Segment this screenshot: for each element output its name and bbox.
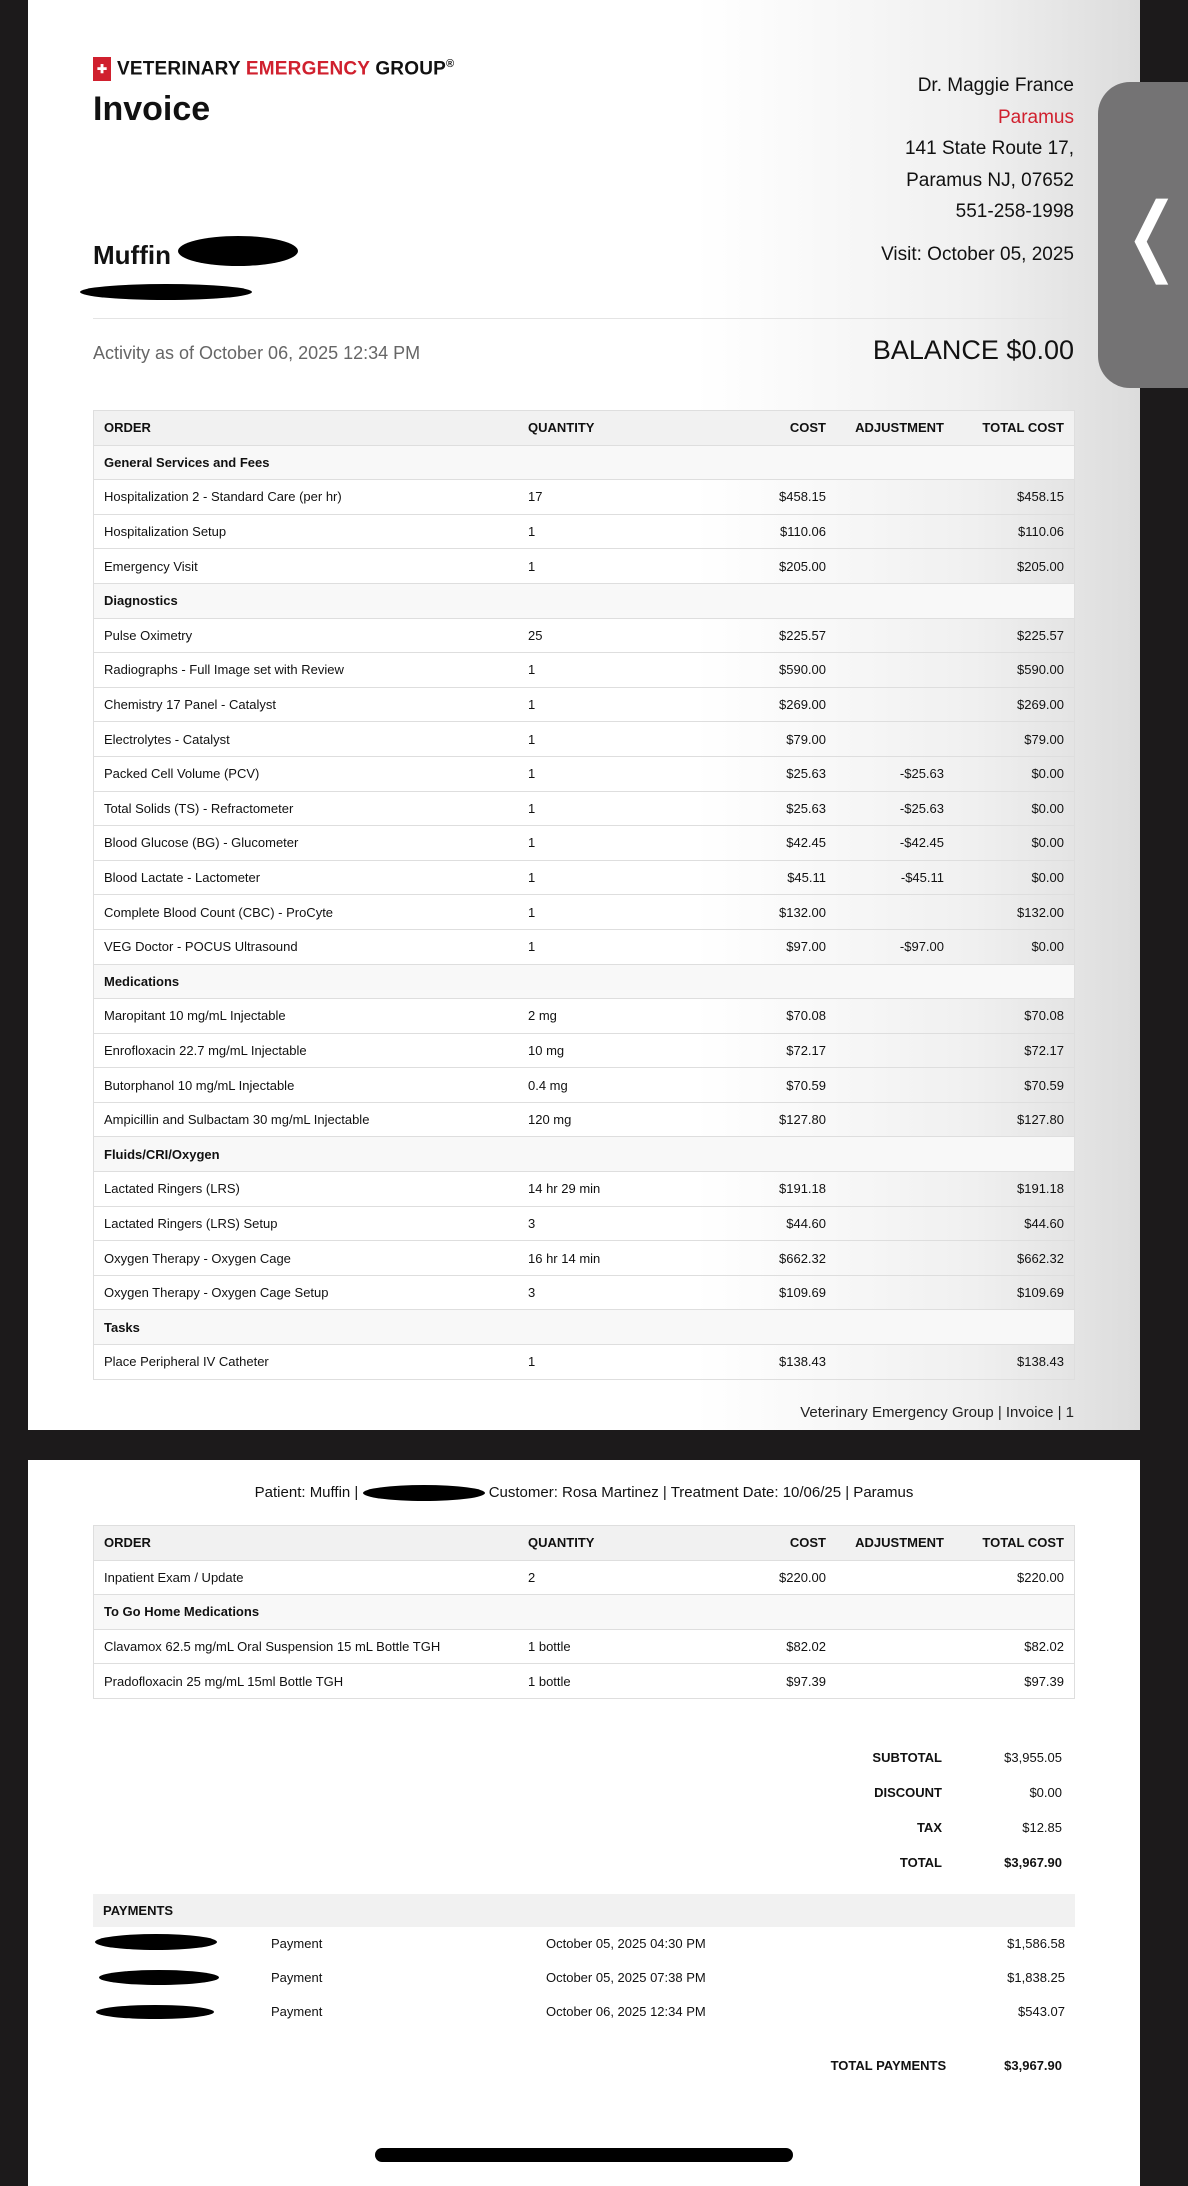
total-cost-cell: $590.00 [954, 653, 1075, 688]
col-total-header: TOTAL COST [954, 411, 1075, 446]
visit-date: Visit: October 05, 2025 [881, 244, 1074, 265]
table-row [94, 722, 1075, 757]
order-cell: Oxygen Therapy - Oxygen Cage Setup [94, 1275, 519, 1310]
cost-cell: $191.18 [738, 1172, 836, 1207]
total-cost-cell: $127.80 [954, 1102, 1075, 1137]
cost-cell: $662.32 [738, 1241, 836, 1276]
invoice-page-1 [28, 0, 1140, 1430]
cost-cell: $109.69 [738, 1275, 836, 1310]
section-row [94, 1137, 1075, 1172]
quantity-cell: 16 hr 14 min [518, 1241, 738, 1276]
order-cell: Maropitant 10 mg/mL Injectable [94, 999, 519, 1034]
total-payments-value: $3,967.90 [1004, 2058, 1062, 2073]
page-title: Invoice [93, 90, 211, 128]
payment-amount: $1,838.25 [1007, 1970, 1065, 1985]
logo-word-3: GROUP [375, 58, 446, 80]
table-header-row [94, 411, 1075, 446]
cost-cell: $70.59 [738, 1068, 836, 1103]
table-row [94, 1345, 1075, 1380]
quantity-cell: 25 [518, 618, 738, 653]
quantity-cell: 1 [518, 756, 738, 791]
subtotal-label: SUBTOTAL [872, 1750, 942, 1765]
quantity-cell: 1 [518, 895, 738, 930]
logo-word-1: VETERINARY [117, 58, 241, 80]
quantity-cell: 1 [518, 722, 738, 757]
adjustment-cell [836, 1033, 954, 1068]
order-cell: Electrolytes - Catalyst [94, 722, 519, 757]
total-cost-cell: $0.00 [954, 929, 1075, 964]
total-cost-cell: $70.59 [954, 1068, 1075, 1103]
order-cell: Pulse Oximetry [94, 618, 519, 653]
section-row [94, 1595, 1075, 1630]
total-cost-cell: $79.00 [954, 722, 1075, 757]
payment-type: Payment [271, 2004, 323, 2019]
chevron-left-icon: ❬ [1116, 187, 1188, 283]
side-panel-tab[interactable] [1098, 82, 1188, 388]
col-cost-header: COST [738, 411, 836, 446]
redaction-mark [80, 284, 252, 300]
adjustment-cell: -$42.45 [836, 826, 954, 861]
invoice-page-2 [28, 1460, 1140, 2186]
quantity-cell: 1 [518, 1345, 738, 1380]
section-label: Medications [94, 964, 1075, 999]
clinic-info [905, 70, 1074, 228]
total-cost-cell: $44.60 [954, 1206, 1075, 1241]
adjustment-cell [836, 999, 954, 1034]
total-value: $3,967.90 [1004, 1855, 1062, 1870]
adjustment-cell [836, 722, 954, 757]
table-row [94, 1560, 1075, 1595]
quantity-cell: 1 bottle [518, 1629, 738, 1664]
cost-cell: $458.15 [738, 480, 836, 515]
order-cell: Lactated Ringers (LRS) Setup [94, 1206, 519, 1241]
total-cost-cell: $0.00 [954, 860, 1075, 895]
total-label: TOTAL [899, 1855, 942, 1870]
section-label: Fluids/CRI/Oxygen [94, 1137, 1075, 1172]
quantity-cell: 1 [518, 549, 738, 584]
table-row [94, 1664, 1075, 1699]
payment-row [93, 1961, 1075, 1995]
total-cost-cell: $110.06 [954, 514, 1075, 549]
order-cell: Enrofloxacin 22.7 mg/mL Injectable [94, 1033, 519, 1068]
col-order-header: ORDER [94, 411, 519, 446]
quantity-cell: 1 [518, 860, 738, 895]
quantity-cell: 1 [518, 826, 738, 861]
quantity-cell: 1 [518, 687, 738, 722]
order-cell: Chemistry 17 Panel - Catalyst [94, 687, 519, 722]
section-row [94, 583, 1075, 618]
total-cost-cell: $225.57 [954, 618, 1075, 653]
order-cell: Packed Cell Volume (PCV) [94, 756, 519, 791]
table-row [94, 999, 1075, 1034]
total-cost-cell: $109.69 [954, 1275, 1075, 1310]
table-row [94, 860, 1075, 895]
table-row [94, 1068, 1075, 1103]
subtotal-value: $3,955.05 [1004, 1750, 1062, 1765]
adjustment-cell [836, 1241, 954, 1276]
cost-cell: $269.00 [738, 687, 836, 722]
clinic-address-1: 141 State Route 17, [904, 138, 1074, 159]
doctor-name: Dr. Maggie France [917, 75, 1074, 96]
table-row [94, 653, 1075, 688]
payment-date: October 05, 2025 07:38 PM [546, 1970, 706, 1985]
quantity-cell: 10 mg [518, 1033, 738, 1068]
table-row [94, 1275, 1075, 1310]
patient-summary-line [28, 1484, 1140, 1501]
activity-timestamp: Activity as of October 06, 2025 12:34 PM [93, 343, 421, 363]
section-label: Diagnostics [94, 583, 1075, 618]
quantity-cell: 3 [518, 1275, 738, 1310]
quantity-cell: 14 hr 29 min [518, 1172, 738, 1207]
cost-cell: $42.45 [738, 826, 836, 861]
total-cost-cell: $220.00 [954, 1560, 1075, 1595]
adjustment-cell [836, 1560, 954, 1595]
order-cell: Radiographs - Full Image set with Review [94, 653, 519, 688]
patient-line-suffix: Customer: Rosa Martinez | Treatment Date: 10/06/25 | Paramus [488, 1484, 914, 1501]
invoice-table-continued [93, 1525, 1075, 1699]
payment-amount: $543.07 [1018, 2004, 1065, 2019]
tax-row [822, 1810, 1074, 1845]
section-row [94, 1310, 1075, 1345]
total-cost-cell: $269.00 [954, 687, 1075, 722]
quantity-cell: 1 [518, 791, 738, 826]
adjustment-cell: -$25.63 [836, 791, 954, 826]
total-cost-cell: $458.15 [954, 480, 1075, 515]
section-label: Tasks [94, 1310, 1075, 1345]
redaction-mark [178, 236, 298, 266]
table-row [94, 480, 1075, 515]
redaction-mark [99, 1970, 219, 1985]
table-row [94, 826, 1075, 861]
adjustment-cell [836, 480, 954, 515]
table-row [94, 514, 1075, 549]
discount-label: DISCOUNT [874, 1785, 942, 1800]
balance-amount: BALANCE $0.00 [872, 335, 1074, 365]
order-cell: Oxygen Therapy - Oxygen Cage [94, 1241, 519, 1276]
cost-cell: $590.00 [738, 653, 836, 688]
order-cell: Complete Blood Count (CBC) - ProCyte [94, 895, 519, 930]
quantity-cell: 1 [518, 653, 738, 688]
totals-block [822, 1740, 1074, 1880]
adjustment-cell [836, 514, 954, 549]
cost-cell: $132.00 [738, 895, 836, 930]
payment-amount: $1,586.58 [1007, 1936, 1065, 1951]
table-row [94, 687, 1075, 722]
payments-header: PAYMENTS [93, 1894, 1075, 1927]
payment-type: Payment [271, 1970, 323, 1985]
total-cost-cell: $82.02 [954, 1629, 1075, 1664]
col-cost-header: COST [738, 1526, 836, 1561]
total-cost-cell: $70.08 [954, 999, 1075, 1034]
cost-cell: $110.06 [738, 514, 836, 549]
patient-line-prefix: Patient: Muffin | [254, 1484, 359, 1501]
cost-cell: $220.00 [738, 1560, 836, 1595]
table-row [94, 1033, 1075, 1068]
table-row [94, 791, 1075, 826]
quantity-cell: 3 [518, 1206, 738, 1241]
home-indicator[interactable] [375, 2148, 793, 2162]
cost-cell: $44.60 [738, 1206, 836, 1241]
adjustment-cell: -$25.63 [836, 756, 954, 791]
total-cost-cell: $0.00 [954, 756, 1075, 791]
order-cell: Lactated Ringers (LRS) [94, 1172, 519, 1207]
cost-cell: $79.00 [738, 722, 836, 757]
discount-value: $0.00 [1029, 1785, 1062, 1800]
table-row [94, 1206, 1075, 1241]
payment-date: October 06, 2025 12:34 PM [546, 2004, 706, 2019]
logo-reg: ® [446, 57, 455, 70]
tax-label: TAX [916, 1820, 942, 1835]
invoice-table [93, 410, 1075, 1380]
cost-cell: $45.11 [738, 860, 836, 895]
adjustment-cell [836, 618, 954, 653]
order-cell: Place Peripheral IV Catheter [94, 1345, 519, 1380]
table-header-row [94, 1526, 1075, 1561]
discount-row [822, 1775, 1074, 1810]
subtotal-row [822, 1740, 1074, 1775]
table-row [94, 1241, 1075, 1276]
adjustment-cell [836, 1629, 954, 1664]
quantity-cell: 1 [518, 514, 738, 549]
order-cell: Pradofloxacin 25 mg/mL 15ml Bottle TGH [94, 1664, 519, 1699]
table-row [94, 618, 1075, 653]
quantity-cell: 2 mg [518, 999, 738, 1034]
cost-cell: $70.08 [738, 999, 836, 1034]
adjustment-cell: -$97.00 [836, 929, 954, 964]
adjustment-cell [836, 549, 954, 584]
adjustment-cell [836, 687, 954, 722]
section-row [94, 964, 1075, 999]
order-cell: VEG Doctor - POCUS Ultrasound [94, 929, 519, 964]
table-row [94, 549, 1075, 584]
redaction-mark [363, 1485, 485, 1501]
quantity-cell: 1 bottle [518, 1664, 738, 1699]
order-cell: Blood Glucose (BG) - Glucometer [94, 826, 519, 861]
total-cost-cell: $662.32 [954, 1241, 1075, 1276]
total-cost-cell: $132.00 [954, 895, 1075, 930]
table-row [94, 929, 1075, 964]
table-row [94, 1172, 1075, 1207]
adjustment-cell [836, 1102, 954, 1137]
order-cell: Inpatient Exam / Update [94, 1560, 519, 1595]
adjustment-cell [836, 1172, 954, 1207]
order-cell: Hospitalization Setup [94, 514, 519, 549]
adjustment-cell [836, 1345, 954, 1380]
clinic-location: Paramus [997, 106, 1074, 128]
total-payments-row [831, 2058, 1074, 2073]
table-row [94, 756, 1075, 791]
adjustment-cell [836, 895, 954, 930]
veg-logo-icon: ✚ [93, 57, 111, 81]
table-row [94, 1629, 1075, 1664]
total-cost-cell: $191.18 [954, 1172, 1075, 1207]
order-cell: Hospitalization 2 - Standard Care (per hr) [94, 480, 519, 515]
col-total-header: TOTAL COST [954, 1526, 1075, 1561]
cost-cell: $127.80 [738, 1102, 836, 1137]
table-row [94, 895, 1075, 930]
page-footer: Veterinary Emergency Group | Invoice | 1 [800, 1404, 1074, 1421]
cost-cell: $82.02 [738, 1629, 836, 1664]
cost-cell: $25.63 [738, 756, 836, 791]
veg-logo [93, 57, 454, 81]
section-row [94, 445, 1075, 480]
payment-row [93, 1995, 1075, 2029]
quantity-cell: 0.4 mg [518, 1068, 738, 1103]
total-cost-cell: $205.00 [954, 549, 1075, 584]
adjustment-cell [836, 653, 954, 688]
total-cost-cell: $0.00 [954, 791, 1075, 826]
adjustment-cell [836, 1206, 954, 1241]
clinic-address-2: Paramus NJ, 07652 [906, 169, 1074, 191]
payment-row [93, 1927, 1075, 1961]
divider [93, 318, 1074, 319]
section-label: General Services and Fees [94, 445, 1075, 480]
quantity-cell: 1 [518, 929, 738, 964]
col-quantity-header: QUANTITY [518, 411, 738, 446]
total-cost-cell: $72.17 [954, 1033, 1075, 1068]
payment-date: October 05, 2025 04:30 PM [546, 1936, 706, 1951]
table-row [94, 1102, 1075, 1137]
order-cell: Ampicillin and Sulbactam 30 mg/mL Injectable [94, 1102, 519, 1137]
clinic-phone: 551-258-1998 [955, 201, 1074, 222]
cost-cell: $72.17 [738, 1033, 836, 1068]
patient-name: Muffin [93, 240, 171, 270]
col-adjustment-header: ADJUSTMENT [836, 1526, 954, 1561]
tax-value: $12.85 [1022, 1820, 1062, 1835]
adjustment-cell [836, 1068, 954, 1103]
quantity-cell: 2 [518, 1560, 738, 1595]
cost-cell: $138.43 [738, 1345, 836, 1380]
cost-cell: $25.63 [738, 791, 836, 826]
payment-type: Payment [271, 1936, 323, 1951]
adjustment-cell [836, 1664, 954, 1699]
order-cell: Clavamox 62.5 mg/mL Oral Suspension 15 mL Bottle TGH [94, 1629, 519, 1664]
adjustment-cell: -$45.11 [836, 860, 954, 895]
logo-word-2: EMERGENCY [245, 58, 370, 80]
cost-cell: $97.39 [738, 1664, 836, 1699]
quantity-cell: 120 mg [518, 1102, 738, 1137]
total-cost-cell: $0.00 [954, 826, 1075, 861]
col-order-header: ORDER [94, 1526, 519, 1561]
cost-cell: $97.00 [738, 929, 836, 964]
quantity-cell: 17 [518, 480, 738, 515]
total-cost-cell: $138.43 [954, 1345, 1075, 1380]
adjustment-cell [836, 1275, 954, 1310]
section-label: To Go Home Medications [94, 1595, 1075, 1630]
total-cost-cell: $97.39 [954, 1664, 1075, 1699]
total-row [822, 1845, 1074, 1880]
order-cell: Blood Lactate - Lactometer [94, 860, 519, 895]
order-cell: Butorphanol 10 mg/mL Injectable [94, 1068, 519, 1103]
col-adjustment-header: ADJUSTMENT [836, 411, 954, 446]
cost-cell: $205.00 [738, 549, 836, 584]
total-payments-label: TOTAL PAYMENTS [830, 2058, 947, 2073]
redaction-mark [95, 1934, 217, 1950]
order-cell: Emergency Visit [94, 549, 519, 584]
cost-cell: $225.57 [738, 618, 836, 653]
redaction-mark [96, 2005, 214, 2019]
order-cell: Total Solids (TS) - Refractometer [94, 791, 519, 826]
col-quantity-header: QUANTITY [518, 1526, 738, 1561]
